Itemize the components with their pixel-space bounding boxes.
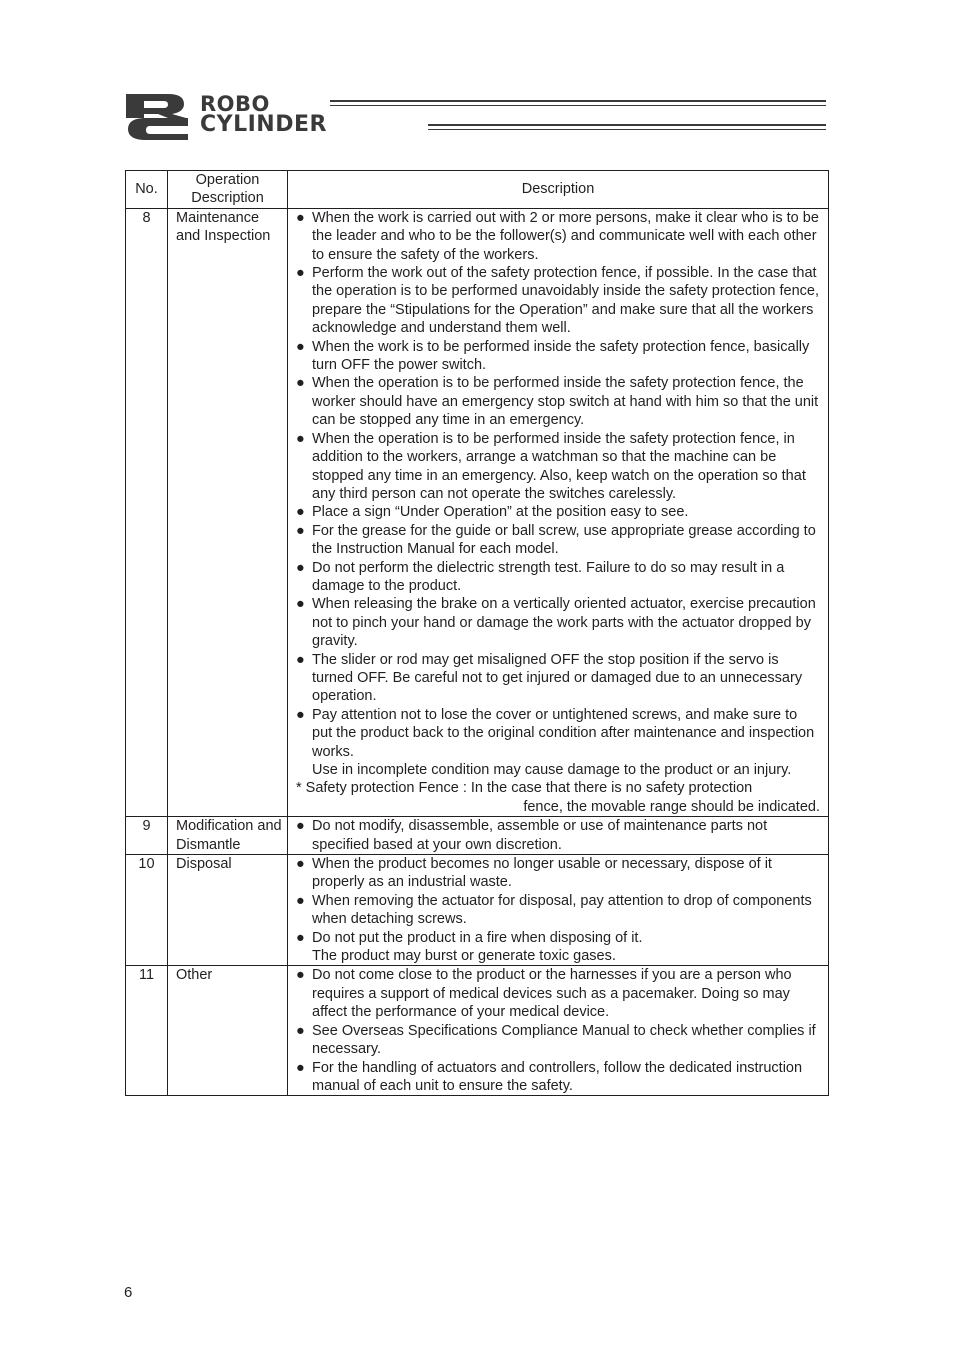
row-number: 10	[126, 855, 168, 966]
operation-description: Modification and Dismantle	[168, 817, 288, 855]
item-text: Do not put the product in a fire when disposing of it.	[312, 929, 643, 946]
bullet-icon: ●	[296, 856, 305, 873]
item-text: Do not perform the dielectric strength test. Failure to do so may result in a damage to the product.	[312, 559, 785, 594]
description-cell	[288, 208, 829, 816]
header-rule-top-thin	[330, 105, 826, 106]
operation-description: Maintenance and Inspection	[168, 208, 288, 816]
list-item	[296, 1022, 820, 1059]
item-subtext: Use in incomplete condition may cause damage to the product or an injury.	[312, 762, 792, 778]
list-item	[296, 929, 820, 966]
item-text: For the grease for the guide or ball screw, use appropriate grease according to the Instruction Manual for each model.	[312, 522, 816, 558]
list-item	[296, 374, 820, 429]
operation-description: Disposal	[168, 855, 288, 966]
list-item	[296, 559, 820, 596]
list-item	[296, 595, 820, 650]
logo-cylinder-text: CYLINDER	[200, 112, 327, 137]
item-subtext: The product may burst or generate toxic gases.	[312, 948, 616, 965]
robo-cylinder-logo	[124, 92, 826, 142]
description-list	[296, 209, 820, 780]
list-item	[296, 706, 820, 780]
bullet-icon: ●	[296, 209, 305, 226]
logo-robo-text: ROBO	[200, 92, 270, 116]
header-no: No.	[126, 171, 168, 209]
item-text: When the operation is to be performed inside the safety protection fence, the worker should have an emergency stop switch at hand with him so that the unit can be stopped any time in an emergency.	[312, 375, 819, 429]
row-number: 9	[126, 817, 168, 855]
item-text: When the operation is to be performed inside the safety protection fence, in addition to the workers, arrange a watchman so that the machine can be stopped any time in an emergency. Also, keep watch on the operation so that any third person can not operate the switches carelessly.	[312, 430, 806, 502]
list-item	[296, 522, 820, 559]
item-text: Pay attention not to lose the cover or untightened screws, and make sure to put the product back to the original condition after maintenance and inspection works.	[312, 706, 815, 760]
bullet-icon: ●	[296, 375, 305, 392]
table-row	[126, 966, 829, 1096]
bullet-icon: ●	[296, 651, 305, 668]
header-rule-bottom-thin	[428, 129, 826, 130]
bullet-icon: ●	[296, 818, 305, 835]
list-item	[296, 817, 820, 854]
header-description: Description	[288, 171, 829, 209]
header-rule-bottom	[428, 124, 826, 126]
row-number: 8	[126, 208, 168, 816]
list-item	[296, 855, 820, 892]
bullet-icon: ●	[296, 929, 305, 946]
footnote	[292, 779, 820, 816]
bullet-icon: ●	[296, 967, 305, 984]
item-text: When removing the actuator for disposal, pay attention to drop of components when detaching screws.	[312, 892, 812, 928]
description-list	[296, 966, 820, 1095]
header-operation: Operation Description	[168, 171, 288, 209]
bullet-icon: ●	[296, 596, 305, 613]
footnote-line2: fence, the movable range should be indicated.	[523, 798, 820, 815]
item-text: When the work is to be performed inside the safety protection fence, basically turn OFF the power switch.	[312, 338, 810, 374]
description-list	[296, 855, 820, 965]
bullet-icon: ●	[296, 1059, 305, 1076]
description-cell	[288, 817, 829, 855]
bullet-icon: ●	[296, 504, 305, 521]
list-item	[296, 503, 820, 521]
item-text: For the handling of actuators and controllers, follow the dedicated instruction manual of each unit to ensure the safety.	[312, 1059, 803, 1094]
list-item	[296, 430, 820, 504]
bullet-icon: ●	[296, 265, 305, 282]
bullet-icon: ●	[296, 1022, 305, 1039]
list-item	[296, 892, 820, 929]
list-item	[296, 209, 820, 264]
page-number: 6	[124, 1284, 133, 1301]
item-text: Perform the work out of the safety protection fence, if possible. In the case that the operation is to be performed unavoidably inside the safety protection fence, prepare the “Stipulations for the Operation” and make sure that all the workers acknowledge and understand them well.	[312, 265, 820, 337]
table-row	[126, 855, 829, 966]
item-text: When the work is carried out with 2 or more persons, make it clear who is to be the leader and who to be the follower(s) and communicate well with each other to ensure the safety of the workers.	[312, 209, 819, 263]
item-text: When the product becomes no longer usable or necessary, dispose of it properly as an industrial waste.	[312, 856, 772, 891]
item-text: Do not modify, disassemble, assemble or use of maintenance parts not specified based at your own discretion.	[312, 818, 768, 853]
bullet-icon: ●	[296, 522, 305, 539]
safety-precautions-table	[125, 170, 829, 1096]
list-item	[296, 1059, 820, 1096]
bullet-icon: ●	[296, 338, 305, 355]
item-text: When releasing the brake on a vertically oriented actuator, exercise precaution not to pinch your hand or damage the work parts with the actuator dropped by gravity.	[312, 596, 816, 650]
rc-logo-mark	[124, 92, 198, 140]
footnote-line1: * Safety protection Fence : In the case that there is no safety protection	[296, 780, 753, 797]
table-row	[126, 817, 829, 855]
row-number: 11	[126, 966, 168, 1096]
item-text: See Overseas Specifications Compliance Manual to check whether complies if necessary.	[312, 1022, 816, 1058]
operation-description: Other	[168, 966, 288, 1096]
list-item	[296, 264, 820, 338]
description-list	[296, 817, 820, 854]
bullet-icon: ●	[296, 892, 305, 909]
bullet-icon: ●	[296, 706, 305, 723]
description-cell	[288, 966, 829, 1096]
bullet-icon: ●	[296, 430, 305, 447]
list-item	[296, 338, 820, 375]
list-item	[296, 966, 820, 1021]
header-rule-top	[330, 100, 826, 102]
description-cell	[288, 855, 829, 966]
bullet-icon: ●	[296, 559, 305, 576]
item-text: Place a sign “Under Operation” at the position easy to see.	[312, 504, 689, 521]
table-row	[126, 208, 829, 816]
item-text: Do not come close to the product or the harnesses if you are a person who requires a support of medical devices such as a pacemaker. Doing so may affect the performance of your medical device.	[312, 967, 792, 1021]
list-item	[296, 651, 820, 706]
item-text: The slider or rod may get misaligned OFF the stop position if the servo is turned OFF. Be careful not to get injured or damaged due to an unnecessary operation.	[312, 651, 803, 705]
